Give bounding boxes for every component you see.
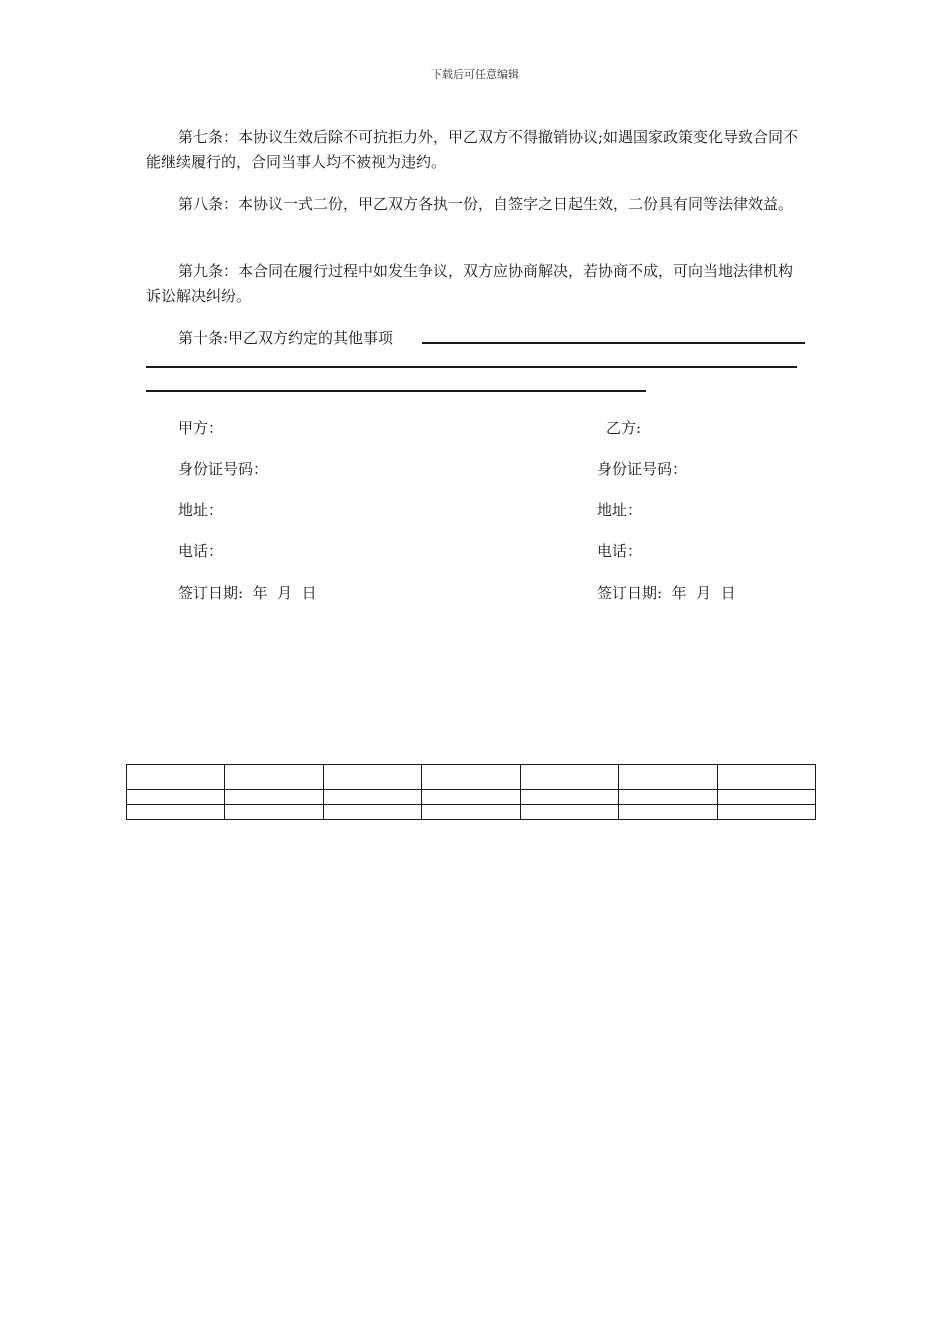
table-cell xyxy=(127,790,225,805)
table-cell xyxy=(127,765,225,790)
table-row xyxy=(127,765,816,790)
party-a-address-label: 地址： xyxy=(178,501,224,519)
party-b-date-label: 签订日期: 年 月 日 xyxy=(597,584,736,602)
table-cell xyxy=(619,805,717,820)
article-8: 第八条：本协议一式二份，甲乙双方各执一份，自签字之日起生效，二份具有同等法律效益。 xyxy=(178,195,794,213)
table-cell xyxy=(127,805,225,820)
article-7: 第七条：本协议生效后除不可抗拒力外，甲乙双方不得撤销协议;如遇国家政策变化导致合同不能继续履行的，合同当事人均不被视为违约。 xyxy=(146,128,799,171)
table-cell xyxy=(619,790,717,805)
fill-in-line-1 xyxy=(422,342,805,344)
table-cell xyxy=(717,805,815,820)
party-b-phone-label: 电话： xyxy=(597,542,643,560)
page-header: 下载后可任意编辑 xyxy=(431,68,519,81)
table-cell xyxy=(619,765,717,790)
article-10: 第十条:甲乙双方约定的其他事项 xyxy=(178,329,394,347)
table-row xyxy=(127,790,816,805)
party-a-label: 甲方： xyxy=(178,419,224,437)
table-cell xyxy=(323,790,421,805)
table-cell xyxy=(520,765,618,790)
article-9: 第九条：本合同在履行过程中如发生争议，双方应协商解决，若协商不成，可向当地法律机构诉讼解决纠纷。 xyxy=(146,262,794,305)
table-cell xyxy=(520,805,618,820)
party-b-address-label: 地址： xyxy=(597,501,643,519)
party-a-date-label: 签订日期: 年 月 日 xyxy=(178,584,317,602)
party-a-phone-label: 电话： xyxy=(178,542,224,560)
table-cell xyxy=(717,765,815,790)
fill-in-line-3 xyxy=(146,390,646,392)
fill-in-line-2 xyxy=(146,366,797,368)
table-cell xyxy=(422,765,520,790)
table-cell xyxy=(422,805,520,820)
table-cell xyxy=(520,790,618,805)
table-cell xyxy=(422,790,520,805)
table-cell xyxy=(225,805,323,820)
table-row xyxy=(127,805,816,820)
table-cell xyxy=(323,765,421,790)
table-cell xyxy=(225,765,323,790)
party-a-id-label: 身份证号码： xyxy=(178,460,269,478)
party-b-label: 乙方: xyxy=(606,419,642,437)
blank-table xyxy=(126,764,816,820)
party-b-id-label: 身份证号码： xyxy=(597,460,688,478)
table-cell xyxy=(323,805,421,820)
table-cell xyxy=(225,790,323,805)
table-cell xyxy=(717,790,815,805)
